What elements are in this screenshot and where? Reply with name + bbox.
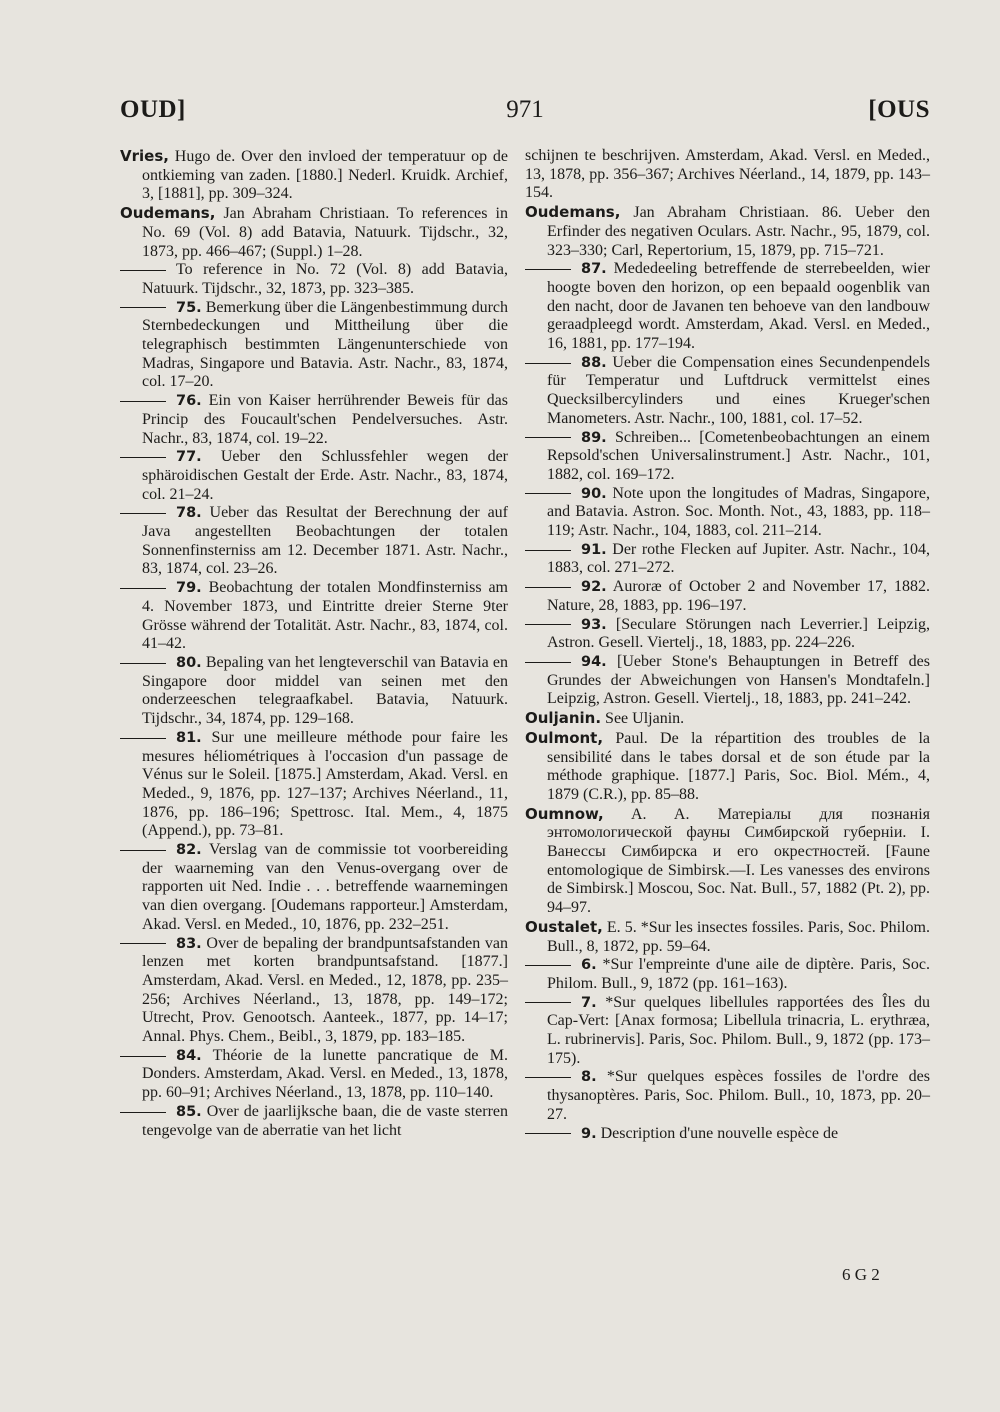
continuation-entry — [120, 579, 508, 654]
ditto-rule — [120, 588, 166, 589]
continuation-entry — [525, 616, 930, 653]
entry-text: Note upon the longitudes of Madras, Singapore, and Batavia. Astron. Soc. Month. Not., 43, 1883, pp. 118–119; Astr. Nachr., 104, 1883, col. 211–214. — [547, 484, 930, 540]
paper-number: 91. — [581, 541, 607, 558]
paper-number: 92. — [581, 579, 607, 596]
continuation-entry — [120, 261, 508, 298]
ditto-rule — [525, 965, 571, 966]
paper-number: 85. — [176, 1103, 202, 1120]
entry-text: *Sur quelques espèces fossiles de l'ordre des thysanoptères. Paris, Soc. Philom. Bull., 10, 1873, pp. 20–27. — [547, 1068, 930, 1123]
paper-number: 9. — [581, 1125, 597, 1142]
author-name: Oumnow, — [525, 804, 604, 823]
ditto-rule — [120, 1056, 166, 1057]
continuation-entry — [120, 1103, 508, 1140]
author-name: Oudemans, — [120, 204, 216, 223]
header-left-guide: OUD] — [120, 96, 186, 123]
continuation-entry — [525, 578, 930, 615]
entry-text: Over de bepaling der brandpuntsafstanden van lenzen met korten brandpuntsafstand. [1877.] Amsterdam, Akad. Versl. en Meded., 12, 1878, pp. 235–256; Archives Néerland., 13, 1878, pp. 149–172; Utrecht, Prov. Genootsch. Aanteek., 1877, pp. 14–17; Annal. Phys. Chem., Beibl., 3, 1879, pp. 183–185. — [142, 934, 508, 1046]
paper-number: 88. — [581, 354, 607, 371]
ditto-rule — [120, 663, 166, 664]
paper-number: 6. — [581, 957, 597, 974]
entry-text: See Uljanin. — [601, 710, 685, 728]
carried-over-text: schijnen te beschrijven. Amsterdam, Akad. Versl. en Meded., 13, 1878, pp. 356–367; Archives Néerland., 14, 1879, pp. 143–154. — [525, 147, 930, 202]
ditto-rule — [120, 943, 166, 944]
entry-text: Paul. De la répartition des troubles de la sensibilité dans le tabes dorsal et de son étude par la méthode graphique. [1877.] Paris, Soc. Biol. Mém., 4, 1879 (C.R.), pp. 85–88. — [547, 729, 930, 803]
paper-number: 81. — [176, 729, 202, 746]
ditto-rule — [120, 401, 166, 402]
entry-text: Mededeeling betreffende de sterrebeelden, wier hoogte boven den horizon, op een bepaald oogenblik van den nacht, door de Javanen ten behoeve van den landbouw geraadpleegd wordt. Amsterdam, Akad. Versl. en Meded., 16, 1881, pp. 177–194. — [547, 260, 930, 353]
right-column — [525, 147, 930, 1143]
author-name: Ouljanin. — [525, 709, 602, 728]
continuation-entry — [525, 354, 930, 429]
ditto-rule — [525, 437, 571, 438]
author-entry — [525, 203, 930, 260]
ditto-rule — [525, 1002, 571, 1003]
continuation-entry — [120, 1047, 508, 1103]
ditto-rule — [120, 270, 166, 271]
ditto-rule — [525, 269, 571, 270]
author-entry — [525, 918, 930, 956]
ditto-rule — [525, 550, 571, 551]
continuation-entry — [120, 448, 508, 504]
continuation-entry — [120, 392, 508, 448]
entry-text: Bemerkung über die Längenbestimmung durch Sternbedeckungen und Mittheilung über die telegraphisch bestimmten Längenunterschiede von Madras, Singapore und Batavia. Astr. Nachr., 83, 1874, col. 17–20. — [142, 298, 508, 391]
ditto-rule — [525, 493, 571, 494]
entry-text: *Sur l'empreinte d'une aile de diptère. Paris, Soc. Philom. Bull., 9, 1872 (pp. 161–163). — [547, 956, 930, 992]
ditto-rule — [120, 850, 166, 851]
entry-text: Sur une meilleure méthode pour faire les mesures héliométriques à l'occasion d'un passage de Vénus sur le Soleil. [1875.] Amsterdam, Akad. Versl. en Meded., 9, 1876, pp. 127–137; Archives Néerland., 11, 1876, pp. 186–196; Spettrosc. Ital. Mem., 4, 1875 (Append.), pp. 73–81. — [142, 728, 508, 840]
continuation-entry — [525, 260, 930, 354]
header-right-guide: [OUS — [868, 96, 930, 123]
paper-number: 94. — [581, 653, 607, 670]
paper-number: 78. — [176, 505, 202, 522]
entry-text: Verslag van de commissie tot voorbereiding der waarneming van den Venus-overgang over de rapporten uit Ned. Indie . . . betreffende waarnemingen van dien overgang. [Oudemans rapporteur.] Amsterdam, Akad. Versl. en Meded., 10, 1876, pp. 232–251. — [142, 841, 508, 933]
author-entry — [525, 805, 930, 918]
paper-number: 76. — [176, 393, 202, 410]
author-name: Oulmont, — [525, 728, 604, 747]
paper-number: 89. — [581, 429, 607, 446]
continuation-entry — [525, 1068, 930, 1124]
continuation-entry — [120, 654, 508, 729]
paper-number: 7. — [581, 994, 597, 1011]
paper-number: 75. — [176, 299, 202, 316]
continuation-entry — [120, 504, 508, 579]
author-entry — [120, 147, 508, 204]
signature-mark: 6 G 2 — [842, 1265, 880, 1284]
continuation-entry — [525, 541, 930, 578]
entry-text: Description d'une nouvelle espèce de — [596, 1124, 839, 1142]
author-name: Vries, — [120, 147, 169, 165]
paper-number: 79. — [176, 580, 202, 597]
continuation-entry — [120, 935, 508, 1047]
continuation-entry — [120, 729, 508, 841]
continuation-entry — [120, 299, 508, 393]
ditto-rule — [120, 1112, 166, 1113]
ditto-rule — [120, 307, 166, 308]
entry-text: *Sur quelques libellules rapportées des Îles du Cap-Vert: [Anax formosa; Libellula trinacria, L. erythræa, L. rubrinervis]. Paris, Soc. Philom. Bull., 9, 1872 (pp. 173–175). — [547, 993, 930, 1067]
ditto-rule — [525, 624, 571, 625]
continuation-entry — [525, 485, 930, 541]
author-entry — [525, 729, 930, 805]
paper-number: 93. — [581, 616, 607, 633]
author-name: Oustalet, — [525, 917, 603, 936]
paper-number: 84. — [176, 1047, 202, 1064]
entry-text: A. A. Матеріалы для познанія энтомологической фауны Симбирской губерніи. I. Ванессы Симбирска и его окрестностей. [Faune entomologique de Simbirsk.—I. Les vanesses des environs de Simbirsk.] Moscou, Soc. Nat. Bull., 57, 1882 (Pt. 2), pp. 94–97. — [547, 805, 930, 917]
paper-number: 82. — [176, 842, 202, 859]
paper-number: 87. — [581, 261, 607, 278]
paper-number: 77. — [176, 449, 202, 466]
entry-text: Beobachtung der totalen Mondfinsterniss am 4. November 1873, und Eintritte dreier Sterne 9ter Grösse während der Totalität. Astr. Nachr., 83, 1874, col. 41–42. — [142, 579, 508, 653]
continuation-entry — [120, 841, 508, 935]
entry-text: Ueber den Schlussfehler wegen der sphäroidischen Gestalt der Erde. Astr. Nachr., 83, 1874, col. 21–24. — [142, 448, 508, 503]
entry-text: Ein von Kaiser herrührender Beweis für das Princip des Foucault'schen Pendelversuches. Astr. Nachr., 83, 1874, col. 19–22. — [142, 392, 508, 447]
entry-text: Ueber die Compensation eines Secundenpendels für Temperatur und Luftdruck vermittelst eines Quecksilbercylinders und eines Krueger'schen Manometers. Astr. Nachr., 100, 1881, col. 17–52. — [547, 353, 930, 427]
ditto-rule — [525, 587, 571, 588]
continuation-entry — [525, 429, 930, 485]
entry-text: Jan Abraham Christiaan. 86. Ueber den Erfinder des negativen Oculars. Astr. Nachr., 95, 1879, col. 323–330; Carl, Repertorium, 15, 1879, pp. 715–721. — [547, 204, 930, 259]
ditto-rule — [525, 662, 571, 663]
page-header — [120, 96, 930, 136]
entry-text: Over de jaarlijksche baan, die de vaste sterren tengevolge van de aberratie van het licht — [142, 1102, 508, 1139]
entry-text: Der rothe Flecken auf Jupiter. Astr. Nachr., 104, 1883, col. 271–272. — [547, 540, 930, 577]
entry-text: Jan Abraham Christiaan. To references in No. 69 (Vol. 8) add Batavia, Natuurk. Tijdschr., 32, 1873, pp. 466–467; (Suppl.) 1–28. — [142, 205, 508, 260]
ditto-rule — [525, 1133, 571, 1134]
entry-text: Ueber das Resultat der Berechnung der auf Java angestellten Beobachtungen der totalen Sonnenfinsterniss am 12. December 1871. Astr. Nachr., 83, 1874, col. 23–26. — [142, 504, 508, 578]
entry-text: [Ueber Stone's Behauptungen in Betreff des Grundes der Abweichungen von Hansen's Mondtafeln.] Leipzig, Astron. Gesell. Viertelj., 18, 1883, pp. 241–242. — [547, 652, 930, 708]
author-name: Oudemans, — [525, 203, 621, 222]
ditto-rule — [120, 738, 166, 739]
entry-text: Hugo de. Over den invloed der temperatuur op de ontkieming van zaden. [1880.] Nederl. Kruidk. Archief, 3, [1881], pp. 309–324. — [142, 148, 508, 203]
entry-text: Théorie de la lunette pancratique de M. Donders. Amsterdam, Akad. Versl. en Meded., 13, 1878, pp. 60–91; Archives Néerland., 13, 1878, pp. 110–140. — [142, 1046, 508, 1102]
entry-text: [Seculare Störungen nach Leverrier.] Leipzig, Astron. Gesell. Viertelj., 18, 1883, pp. 224–226. — [547, 615, 930, 652]
ditto-rule — [525, 363, 571, 364]
ditto-rule — [120, 457, 166, 458]
author-entry — [525, 709, 930, 729]
ditto-rule — [525, 1077, 571, 1078]
entry-text: To reference in No. 72 (Vol. 8) add Batavia, Natuurk. Tijdschr., 32, 1873, pp. 323–385. — [142, 261, 508, 297]
ditto-rule — [120, 513, 166, 514]
entry-text: Auroræ of October 2 and November 17, 1882. Nature, 28, 1883, pp. 196–197. — [547, 578, 930, 614]
entry-text: E. 5. *Sur les insectes fossiles. Paris, Soc. Philom. Bull., 8, 1872, pp. 59–64. — [547, 918, 930, 955]
entry-text: Schreiben... [Cometenbeobachtungen an einem Repsold'schen Universalinstrument.] Astr. Nachr., 101, 1882, col. 169–172. — [547, 428, 930, 483]
left-column — [120, 147, 508, 1140]
continuation-entry — [525, 994, 930, 1069]
paper-number: 8. — [581, 1069, 597, 1086]
paper-number: 83. — [176, 935, 202, 952]
paper-number: 80. — [176, 654, 202, 671]
continuation-entry — [525, 956, 930, 993]
author-entry — [120, 204, 508, 261]
entry-text: Bepaling van het lengteverschil van Batavia en Singapore door middel van seinen met den onderzeeschen telegraafkabel. Batavia, Natuurk. Tijdschr., 34, 1874, pp. 129–168. — [142, 653, 508, 728]
page-number: 971 — [506, 96, 544, 123]
continuation-entry — [525, 1125, 930, 1144]
continuation-entry — [525, 653, 930, 709]
paper-number: 90. — [581, 485, 607, 502]
